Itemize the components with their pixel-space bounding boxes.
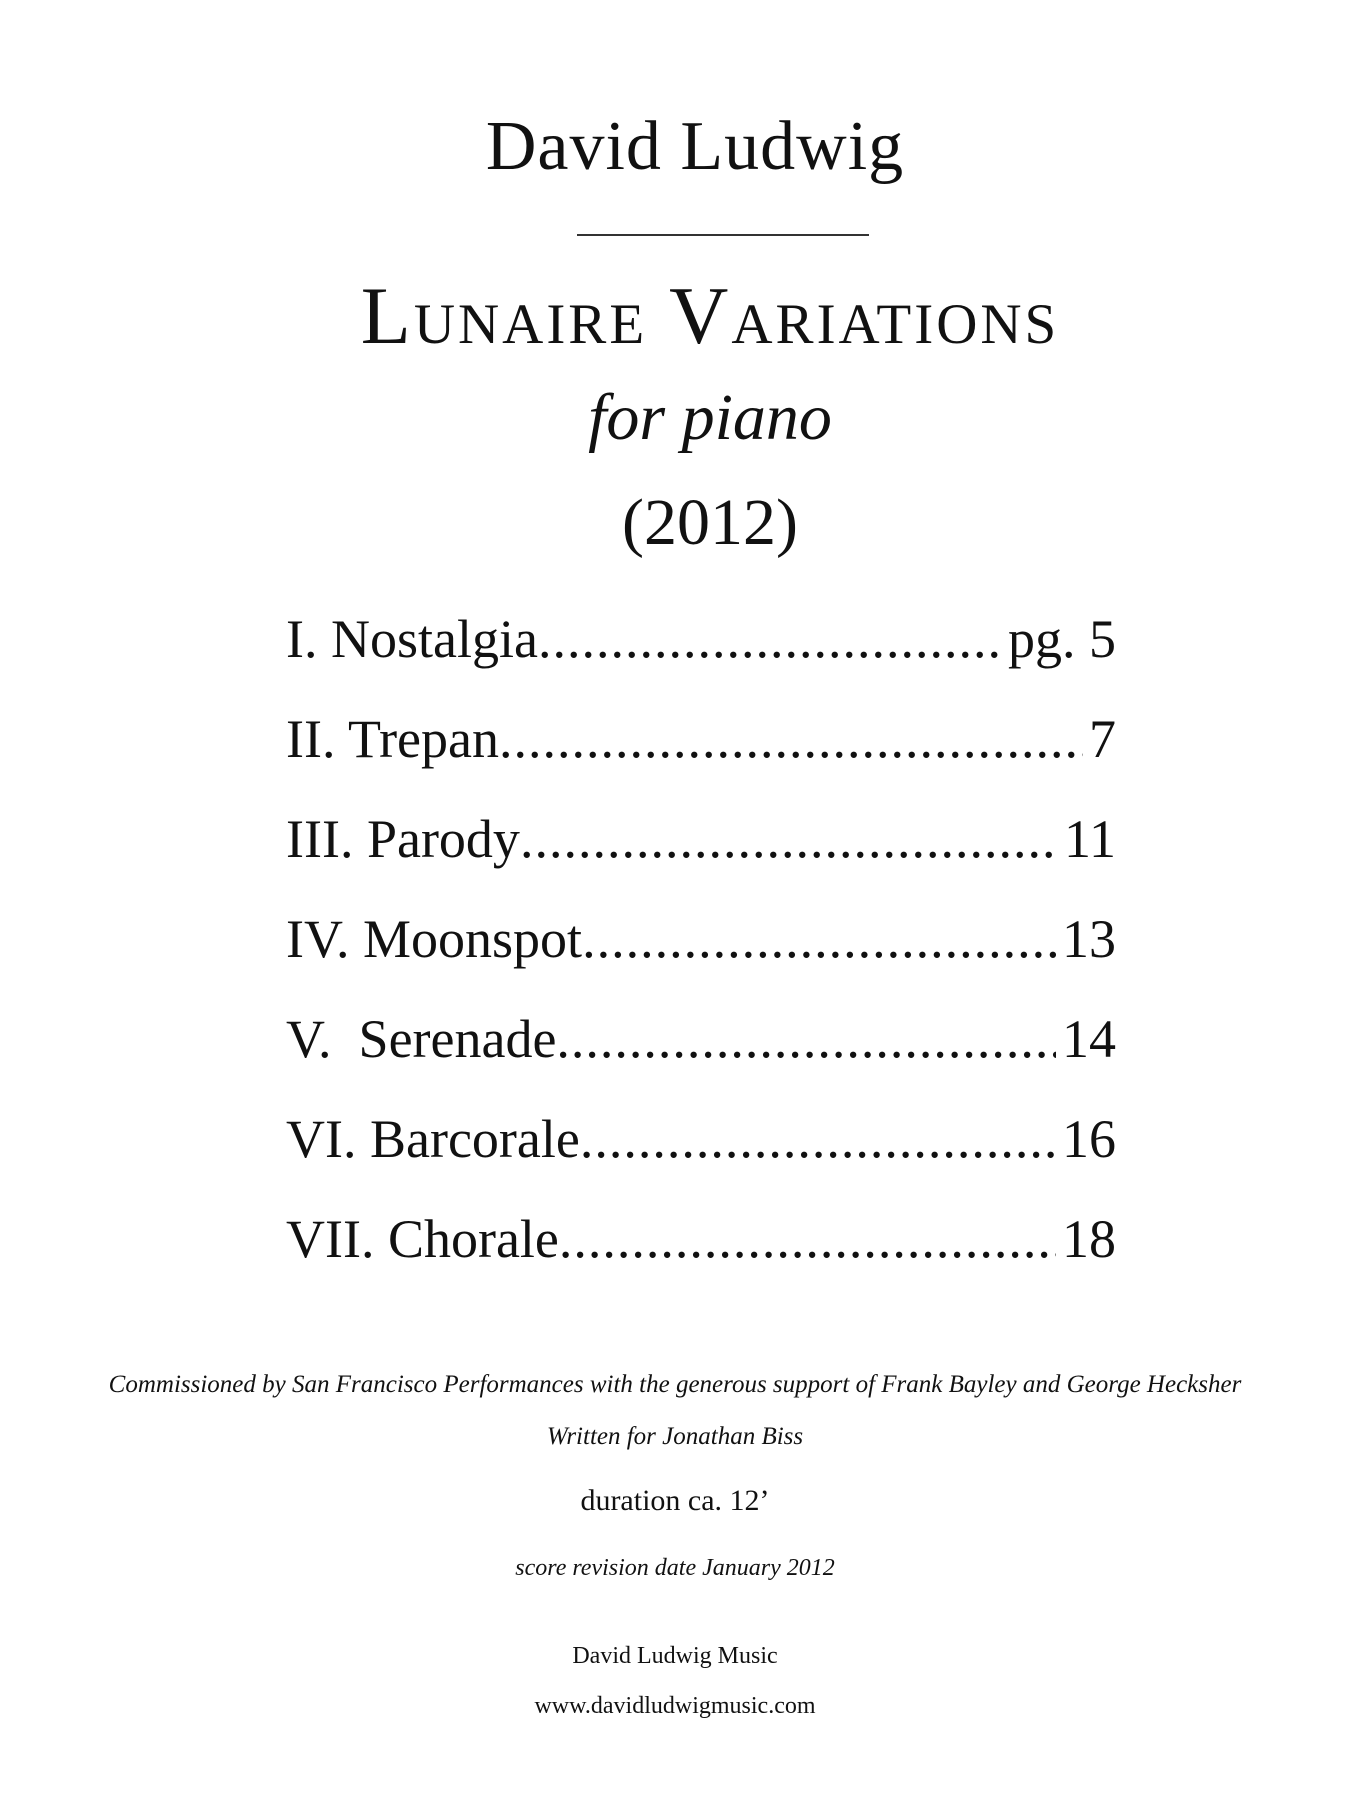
toc-entry-page: 14 — [1062, 1012, 1116, 1069]
duration-note: duration ca. 12’ — [580, 1484, 770, 1517]
toc-dot-leader — [582, 912, 1056, 966]
toc-dot-leader — [520, 812, 1058, 866]
toc-entry-title: V. Serenade — [286, 1012, 557, 1069]
commission-note: Commissioned by San Francisco Performances with the generous support of Frank Bayley and George Hecksher — [108, 1371, 1242, 1398]
publisher-website: www.davidludwigmusic.com — [534, 1693, 816, 1719]
toc-entry-page: 11 — [1064, 812, 1116, 869]
instrumentation: for piano — [588, 381, 832, 454]
composition-year: (2012) — [622, 486, 798, 559]
toc-entry-page: pg. 5 — [1008, 612, 1116, 669]
toc-dot-leader — [538, 612, 1002, 666]
toc-entry-serenade — [286, 1012, 1116, 1112]
toc-entry-title: VII. Chorale — [286, 1212, 559, 1269]
toc-entry-chorale — [286, 1212, 1116, 1312]
publisher-name: David Ludwig Music — [572, 1643, 778, 1669]
toc-entry-page: 7 — [1089, 712, 1116, 769]
table-of-contents — [286, 612, 1116, 1312]
toc-entry-title: VI. Barcorale — [286, 1112, 580, 1169]
toc-entry-nostalgia — [286, 612, 1116, 712]
work-title: Lunaire Variations — [360, 270, 1060, 361]
title-divider — [577, 234, 869, 236]
toc-entry-title: I. Nostalgia — [286, 612, 538, 669]
toc-entry-page: 18 — [1062, 1212, 1116, 1269]
toc-entry-title: IV. Moonspot — [286, 912, 583, 969]
toc-dot-leader — [499, 712, 1083, 766]
revision-date-note: score revision date January 2012 — [515, 1555, 835, 1581]
toc-dot-leader — [556, 1012, 1056, 1066]
toc-entry-parody — [286, 812, 1116, 912]
toc-entry-barcorale — [286, 1112, 1116, 1212]
toc-dot-leader — [580, 1112, 1056, 1166]
toc-dot-leader — [559, 1212, 1056, 1266]
toc-entry-trepan — [286, 712, 1116, 812]
composer-name: David Ludwig — [485, 108, 905, 185]
dedication-note: Written for Jonathan Biss — [546, 1423, 804, 1450]
toc-entry-title: II. Trepan — [286, 712, 499, 769]
toc-entry-title: III. Parody — [286, 812, 520, 869]
toc-entry-page: 16 — [1062, 1112, 1116, 1169]
toc-entry-page: 13 — [1062, 912, 1116, 969]
toc-entry-moonspot — [286, 912, 1116, 1012]
